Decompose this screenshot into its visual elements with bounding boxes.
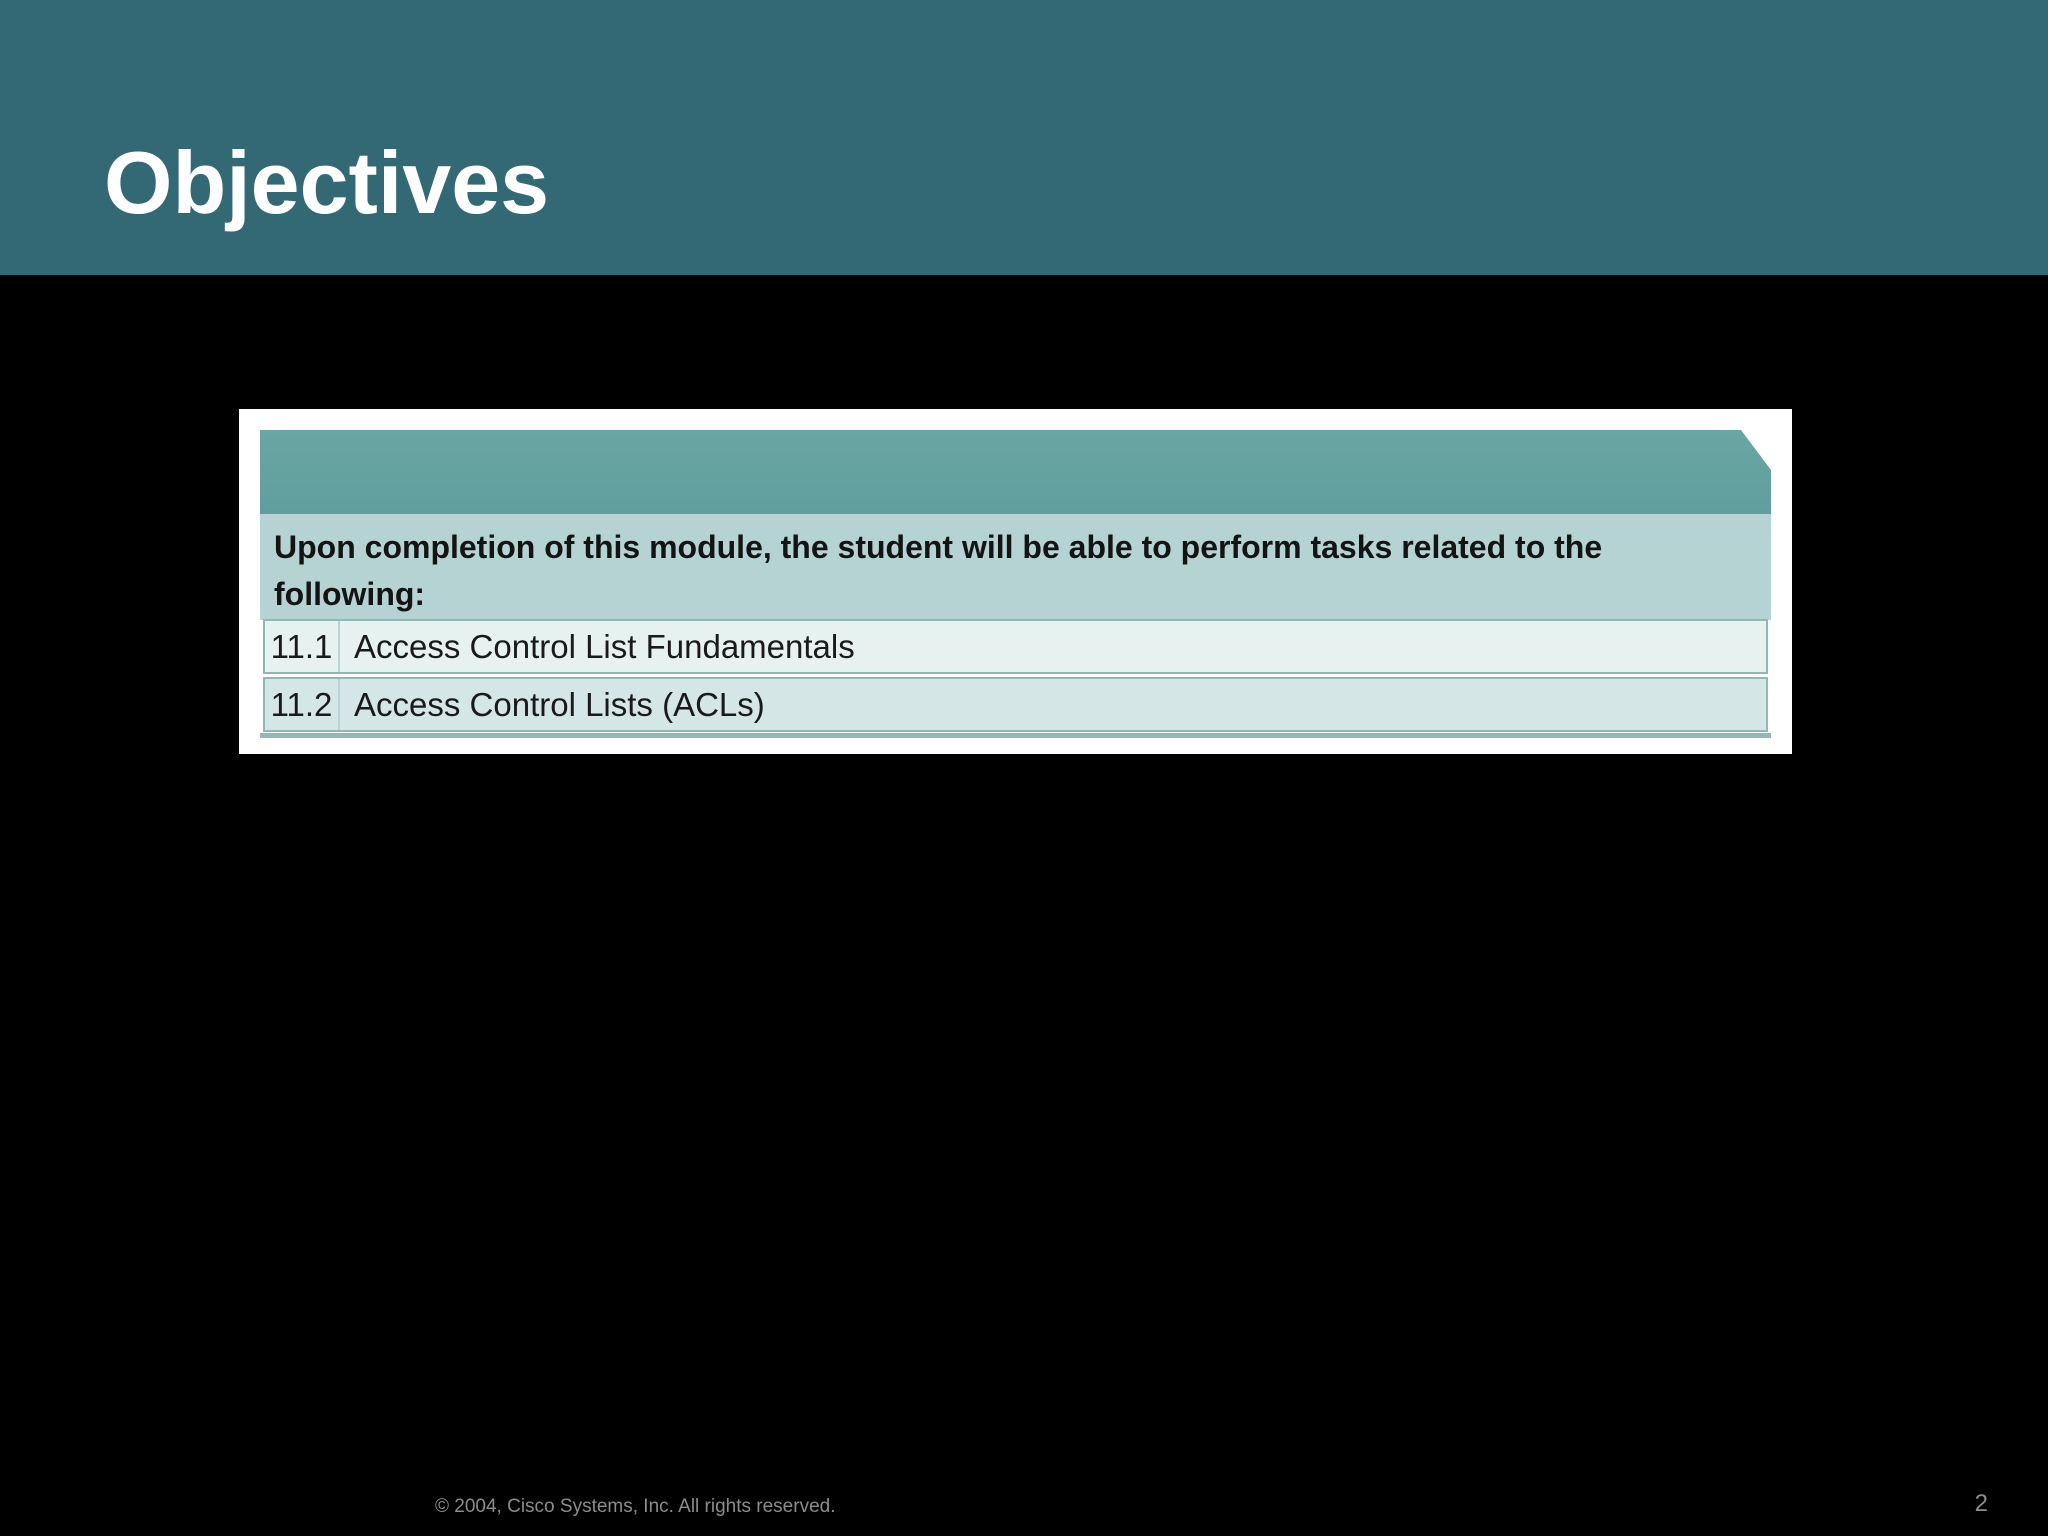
- objective-label: Access Control Lists (ACLs): [354, 686, 765, 723]
- page-number: 2: [1974, 1490, 1988, 1517]
- panel-bottom-border: [260, 733, 1771, 738]
- objective-number: 11.1: [265, 621, 340, 672]
- objectives-table: [260, 430, 1771, 740]
- title-band: [0, 0, 2048, 275]
- objective-row: [263, 677, 1768, 732]
- objectives-panel: [239, 409, 1792, 754]
- objective-row: [263, 619, 1768, 674]
- copyright-notice: © 2004, Cisco Systems, Inc. All rights reserved.: [435, 1496, 836, 1517]
- objectives-panel-header: [260, 430, 1771, 516]
- objective-label: Access Control List Fundamentals: [354, 628, 855, 665]
- objective-number: 11.2: [265, 679, 340, 730]
- objectives-intro: Upon completion of this module, the student will be able to perform tasks related to the following:: [260, 514, 1771, 620]
- page-title: Objectives: [104, 133, 550, 232]
